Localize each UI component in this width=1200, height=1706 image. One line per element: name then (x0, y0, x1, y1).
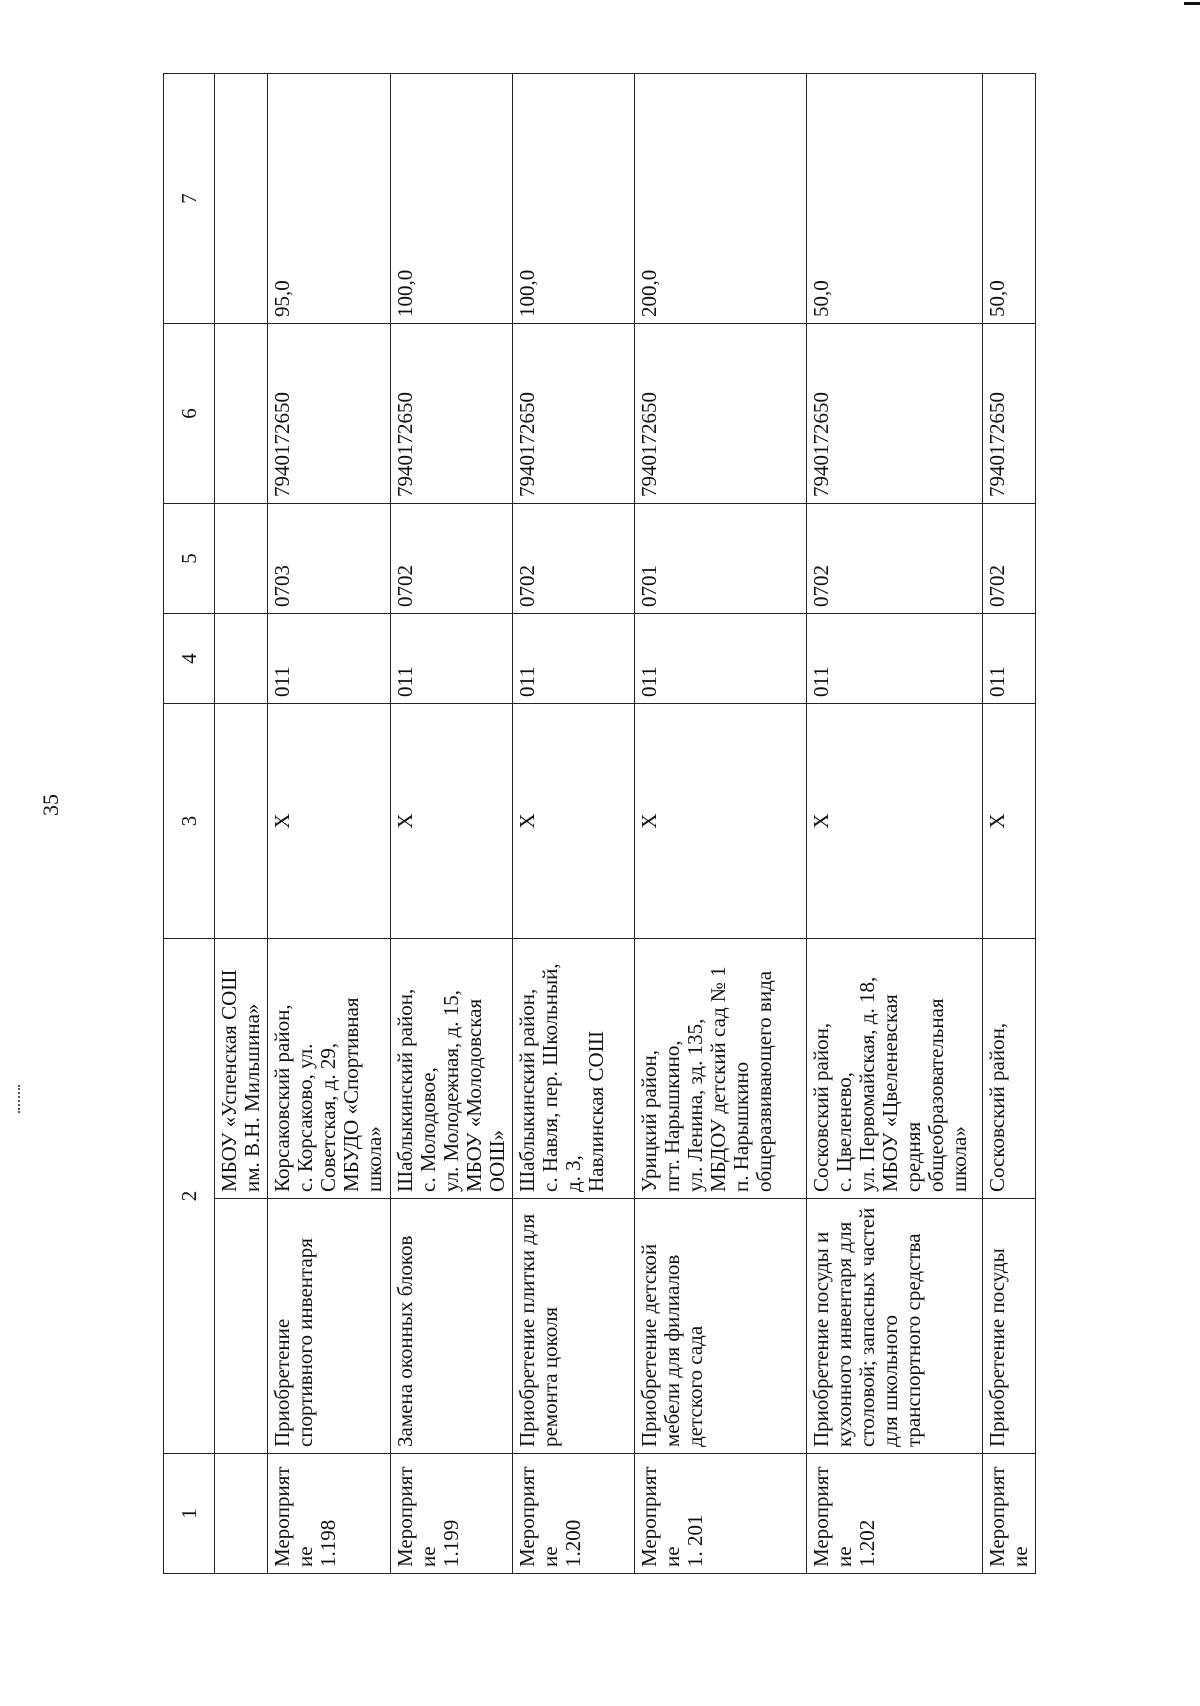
header-cell-7: 7 (164, 74, 215, 324)
cell-col5: 0702 (391, 504, 513, 614)
cell-col4: 011 (513, 614, 635, 704)
cell-col5: 0702 (807, 504, 983, 614)
cell-col3: X (268, 704, 391, 939)
cell-col6: 7940172650 (513, 324, 635, 504)
header-cell-3: 3 (164, 704, 215, 939)
cell-description: Приобретение детской мебели для филиалов детского сада (635, 1199, 807, 1454)
cell-empty (215, 1199, 268, 1454)
cell-col5: 0701 (635, 504, 807, 614)
cell-address: Урицкий район, пгт. Нарышкино, ул. Ленина, зд. 135, МБДОУ детский сад № 1 п. Нарышкино общеразвивающего вида (635, 939, 807, 1199)
cell-empty (215, 614, 268, 704)
table-row-continuation (215, 74, 268, 1574)
cell-col3: X (807, 704, 983, 939)
cell-event: Мероприятие 1.198 (268, 1454, 391, 1574)
cell-col5: 0702 (513, 504, 635, 614)
cell-empty (215, 74, 268, 324)
table-row (268, 74, 391, 1574)
cell-description: Приобретение посуды и кухонного инвентаря для столовой; запасных частей для школьного транспортного средства (807, 1199, 983, 1454)
cell-col3: X (635, 704, 807, 939)
cell-address: Корсаковский район, с. Корсаково, ул. Советская, д. 29, МБУДО «Спортивная школа» (268, 939, 391, 1199)
header-cell-6: 6 (164, 324, 215, 504)
cell-description: Приобретение плитки для ремонта цоколя (513, 1199, 635, 1454)
cell-empty (215, 704, 268, 939)
cell-address: Шаблыкинский район, с. Навля, пер. Школьный, д. 3, Навлинская СОШ (513, 939, 635, 1199)
table-row (983, 74, 1036, 1574)
cell-event: Мероприятие (983, 1454, 1036, 1574)
cell-description: Приобретение спортивного инвентаря (268, 1199, 391, 1454)
header-cell-2: 2 (164, 939, 215, 1454)
page-number: 35 (38, 794, 63, 816)
cell-col4: 011 (268, 614, 391, 704)
header-cell-4: 4 (164, 614, 215, 704)
cell-col4: 011 (635, 614, 807, 704)
cell-col6: 7940172650 (268, 324, 391, 504)
cell-empty (215, 324, 268, 504)
measures-table (163, 73, 1036, 1574)
cell-col7: 50,0 (807, 74, 983, 324)
header-cell-5: 5 (164, 504, 215, 614)
cell-col4: 011 (807, 614, 983, 704)
cell-col5: 0703 (268, 504, 391, 614)
cell-address: Шаблыкинский район, с. Молодовое, ул. Молодежная, д. 15, МБОУ «Молодовская ООШ» (391, 939, 513, 1199)
cell-col6: 7940172650 (391, 324, 513, 504)
column-number-row (164, 74, 215, 1574)
cell-col7: 200,0 (635, 74, 807, 324)
cell-event: Мероприятие 1. 201 (635, 1454, 807, 1574)
cell-event: Мероприятие 1.200 (513, 1454, 635, 1574)
cell-description: Замена оконных блоков (391, 1199, 513, 1454)
cell-col7: 50,0 (983, 74, 1036, 324)
cell-event: Мероприятие 1.202 (807, 1454, 983, 1574)
cell-col4: 011 (983, 614, 1036, 704)
cell-col7: 95,0 (268, 74, 391, 324)
cell-col3: X (513, 704, 635, 939)
cell-col7: 100,0 (391, 74, 513, 324)
cell-empty (215, 504, 268, 614)
cell-address: МБОУ «Успенская СОШ им. В.Н. Мильшина» (215, 939, 268, 1199)
cell-col5: 0702 (983, 504, 1036, 614)
cell-address: Сосковский район, с. Цвеленево, ул. Первомайская, д. 18, МБОУ «Цвеленевская средняя общеобразовательная школа» (807, 939, 983, 1199)
cell-col3: X (391, 704, 513, 939)
cell-col3: X (983, 704, 1036, 939)
cell-address: Сосковский район, (983, 939, 1036, 1199)
cell-event: Мероприятие 1.199 (391, 1454, 513, 1574)
cell-col6: 7940172650 (983, 324, 1036, 504)
cell-empty (215, 1454, 268, 1574)
table-row (513, 74, 635, 1574)
cell-col6: 7940172650 (635, 324, 807, 504)
table-row (391, 74, 513, 1574)
header-cell-1: 1 (164, 1454, 215, 1574)
cell-description: Приобретение посуды (983, 1199, 1036, 1454)
cell-col7: 100,0 (513, 74, 635, 324)
cell-col6: 7940172650 (807, 324, 983, 504)
table-row (807, 74, 983, 1574)
table-row (635, 74, 807, 1574)
cell-col4: 011 (391, 614, 513, 704)
